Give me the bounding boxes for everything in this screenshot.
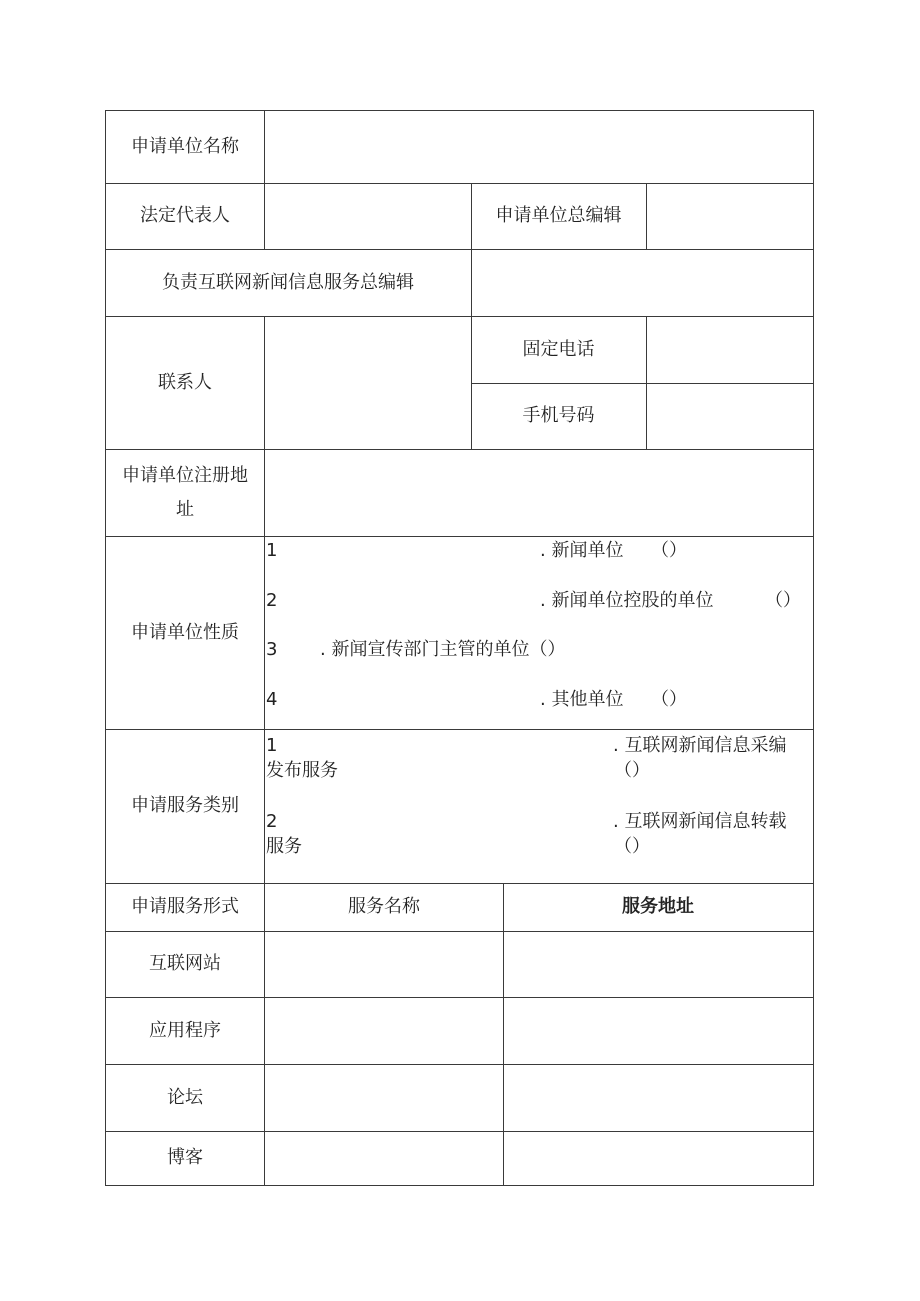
service-option-text: . 互联网新闻信息采编 (613, 735, 787, 756)
landline-label: 固定电话 (522, 338, 595, 360)
service-option-line2: 服务 (266, 836, 302, 857)
address-label (105, 449, 265, 536)
address-label-line2: 址 (176, 498, 194, 520)
nature-option-num: 2 (266, 590, 278, 611)
unit-name-field[interactable] (265, 111, 813, 183)
legal-rep-label: 法定代表人 (140, 205, 230, 227)
forum-name-field[interactable] (265, 1065, 503, 1131)
landline-field[interactable] (647, 317, 813, 383)
nature-option-num: 4 (266, 689, 278, 710)
nature-option-checkbox[interactable]: （） (765, 590, 801, 611)
nature-option-checkbox[interactable]: （） (651, 689, 687, 710)
service-option-checkbox[interactable]: （） (614, 760, 650, 781)
blog-name-field[interactable] (265, 1132, 503, 1185)
website-address-field[interactable] (504, 932, 813, 997)
service-name-header: 服务名称 (348, 896, 420, 918)
blog-label: 博客 (167, 1147, 203, 1169)
chief-editor-field[interactable] (647, 184, 813, 249)
service-option-text: . 互联网新闻信息转载 (613, 811, 787, 832)
mobile-field[interactable] (647, 384, 813, 449)
service-option-checkbox[interactable]: （） (614, 836, 650, 857)
website-name-field[interactable] (265, 932, 503, 997)
service-option-line2: 发布服务 (266, 760, 338, 781)
service-address-header: 服务地址 (622, 896, 694, 918)
nature-option-num: 1 (266, 540, 278, 561)
contact-label: 联系人 (158, 371, 212, 393)
mobile-label: 手机号码 (522, 405, 595, 427)
nature-label: 申请单位性质 (131, 621, 239, 643)
service-form-label: 申请服务形式 (131, 896, 239, 918)
chief-editor-label: 申请单位总编辑 (495, 205, 622, 227)
app-name-field[interactable] (265, 998, 503, 1064)
border-bottom (105, 1185, 814, 1186)
nature-option-text: . 其他单位 (540, 689, 624, 710)
service-option-num: 2 (266, 811, 278, 832)
address-field[interactable] (265, 450, 813, 536)
website-label: 互联网站 (149, 953, 221, 975)
app-address-field[interactable] (504, 998, 813, 1064)
nature-option-text: . 新闻单位 (540, 540, 624, 561)
blog-address-field[interactable] (504, 1132, 813, 1185)
forum-label: 论坛 (167, 1086, 203, 1108)
legal-rep-field[interactable] (265, 184, 471, 249)
border-right (813, 110, 814, 1186)
service-category-label: 申请服务类别 (131, 795, 239, 817)
nature-option-num: 3 (266, 639, 278, 660)
nature-option-text: . 新闻单位控股的单位 (540, 590, 714, 611)
address-label-line1: 申请单位注册地 (122, 465, 248, 487)
forum-address-field[interactable] (504, 1065, 813, 1131)
service-option-num: 1 (266, 735, 278, 756)
news-chief-editor-label: 负责互联网新闻信息服务总编辑 (162, 271, 414, 293)
unit-name-label: 申请单位名称 (131, 135, 239, 157)
news-chief-editor-field[interactable] (472, 250, 813, 316)
nature-option-text: . 新闻宣传部门主管的单位（） (320, 639, 566, 660)
app-label: 应用程序 (149, 1019, 221, 1041)
nature-option-checkbox[interactable]: （） (651, 540, 687, 561)
contact-field[interactable] (265, 317, 471, 449)
